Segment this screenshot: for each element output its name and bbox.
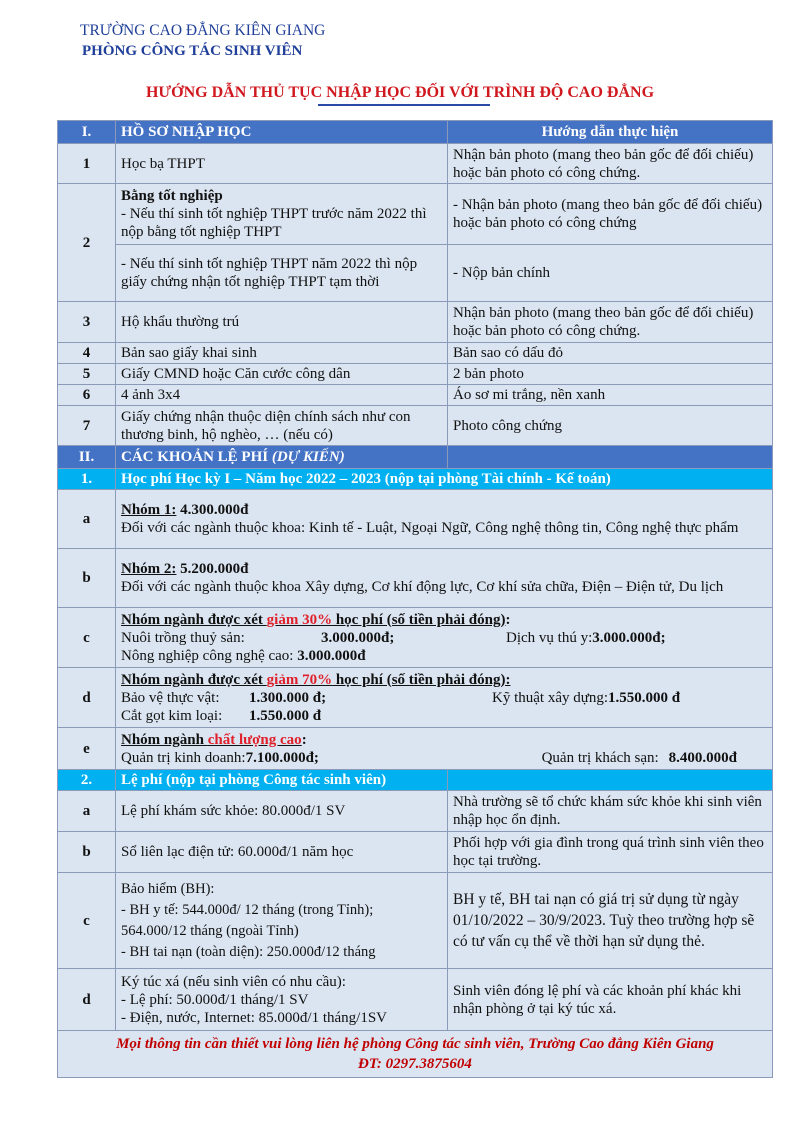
office-name: PHÒNG CÔNG TÁC SINH VIÊN [82, 43, 303, 59]
contact-phone: ĐT: 0297.3875604 [358, 1056, 472, 1072]
table-row: - Nếu thí sinh tốt nghiệp THPT năm 2022 thì nộp giấy chứng nhận tốt nghiệp THPT tạm thời - Nộp bản chính [58, 245, 773, 302]
admission-table [57, 120, 773, 1078]
table-row: c Nhóm ngành được xét giảm 30% học phí (số tiền phải đóng): Nuôi trồng thuỷ sản: 3.000.000đ; Dịch vụ thú y: 3.000.000đ; Nông nghiệp công nghệ cao: 3.000.000đ [58, 608, 773, 668]
table-row: b Sổ liên lạc điện tử: 60.000đ/1 năm học Phối hợp với gia đình trong quá trình sinh viên theo học tại trường. [58, 832, 773, 873]
title-underline [318, 104, 490, 106]
table-row: d Ký túc xá (nếu sinh viên có nhu cầu): - Lệ phí: 50.000đ/1 tháng/1 SV - Điện, nước, Internet: 85.000đ/1 tháng/1SV Sinh viên đóng lệ phí và các khoản phí khác khi nhận phòng ở tại ký túc xá. [58, 969, 773, 1031]
table-row: 3 Hộ khẩu thường trú Nhận bản photo (mang theo bản gốc để đối chiếu) hoặc bản photo có công chứng. [58, 302, 773, 343]
document-title: HƯỚNG DẪN THỦ TỤC NHẬP HỌC ĐỐI VỚI TRÌNH ĐỘ CAO ĐẲNG [145, 84, 655, 101]
table-row: 6 4 ảnh 3x4 Áo sơ mi trắng, nền xanh [58, 385, 773, 406]
subsection-header-tuition: 1. Học phí Học kỳ I – Năm học 2022 – 2023 (nộp tại phòng Tài chính - Kế toán) [58, 469, 773, 490]
table-row: 7 Giấy chứng nhận thuộc diện chính sách như con thương binh, hộ nghèo, … (nếu có) Photo công chứng [58, 406, 773, 446]
table-row: 4 Bản sao giấy khai sinh Bản sao có dấu đỏ [58, 343, 773, 364]
table-row: a Lệ phí khám sức khỏe: 80.000đ/1 SV Nhà trường sẽ tổ chức khám sức khỏe khi sinh viên nhập học ổn định. [58, 791, 773, 832]
table-row: e Nhóm ngành chất lượng cao: Quản trị kinh doanh: 7.100.000đ; Quản trị khách sạn: 8.400.000đ [58, 728, 773, 770]
contact-footer [58, 1031, 773, 1078]
contact-text: Mọi thông tin cần thiết vui lòng liên hệ phòng Công tác sinh viên, Trường Cao đẳng Kiên Giang [116, 1036, 714, 1052]
section-header-2: II. CÁC KHOẢN LỆ PHÍ (DỰ KIẾN) [58, 446, 773, 469]
section-title: HỒ SƠ NHẬP HỌC [116, 121, 448, 144]
section-header-1: I. HỒ SƠ NHẬP HỌC Hướng dẫn thực hiện [58, 121, 773, 144]
guide-header: Hướng dẫn thực hiện [448, 121, 773, 144]
subsection-header-fees: 2. Lệ phí (nộp tại phòng Công tác sinh viên) [58, 770, 773, 791]
table-row: 2 Bằng tốt nghiệp - Nếu thí sinh tốt nghiệp THPT trước năm 2022 thì nộp bằng tốt nghiệp THPT - Nhận bản photo (mang theo bản gốc để đối chiếu) hoặc bản photo có công chứng [58, 184, 773, 245]
section-title: CÁC KHOẢN LỆ PHÍ (DỰ KIẾN) [116, 446, 448, 469]
table-row: d Nhóm ngành được xét giảm 70% học phí (số tiền phải đóng): Bảo vệ thực vật: 1.300.000 đ; Kỹ thuật xây dựng: 1.550.000 đ Cắt gọt kim loại: 1.550.000 đ [58, 668, 773, 728]
table-row: 5 Giấy CMND hoặc Căn cước công dân 2 bản photo [58, 364, 773, 385]
table-row: a Nhóm 1: 4.300.000đ Đối với các ngành thuộc khoa: Kinh tế - Luật, Ngoại Ngữ, Công nghệ thông tin, Công nghệ thực phẩm [58, 490, 773, 549]
table-row: b Nhóm 2: 5.200.000đ Đối với các ngành thuộc khoa Xây dựng, Cơ khí động lực, Cơ khí sửa chữa, Điện – Điện tử, Du lịch [58, 549, 773, 608]
school-name: TRƯỜNG CAO ĐẲNG KIÊN GIANG [80, 22, 326, 39]
table-row: 1 Học bạ THPT Nhận bản photo (mang theo bản gốc để đối chiếu) hoặc bản photo có công chứng. [58, 144, 773, 184]
table-row: c Bảo hiểm (BH): - BH y tế: 544.000đ/ 12 tháng (trong Tỉnh); 564.000/12 tháng (ngoài Tỉnh) - BH tai nạn (toàn diện): 250.000đ/12 tháng BH y tế, BH tai nạn có giá trị sử dụng từ ngày 01/10/2022 – 30/9/2023. Tuỳ theo trường hợp sẽ có tư vấn cụ thể về thời hạn sử dụng thẻ. [58, 873, 773, 969]
